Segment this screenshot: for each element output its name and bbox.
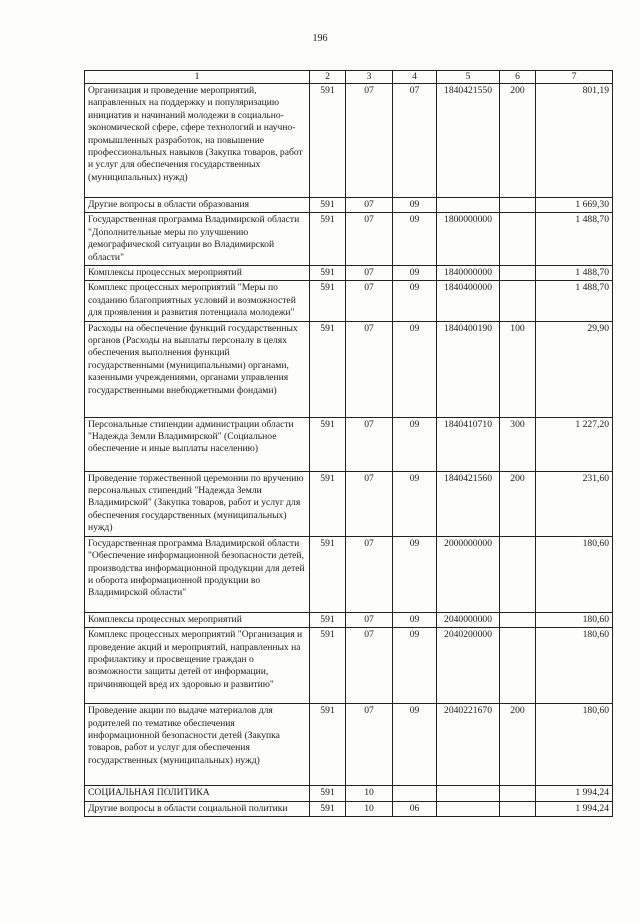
- row-name-cell: Организация и проведение мероприятий, направленных на поддержку и популяризацию инициатив и начинаний молодежи в социально-экономической сфере, сфере технологий и научно-промышленных разработок, на повышение профессиональных навыков (Закупка товаров, работ и услуг для обеспечения государственных (муниципальных) нужд): [85, 84, 310, 198]
- row-type-cell: 200: [500, 704, 536, 786]
- row-section-cell: 07: [346, 471, 393, 536]
- row-subsection-cell: 09: [393, 417, 437, 471]
- table-row: [85, 536, 613, 612]
- table-row: [85, 628, 613, 704]
- table-row: [85, 801, 613, 816]
- row-amount-cell: 180,60: [536, 704, 613, 786]
- row-amount-cell: 1 669,30: [536, 198, 613, 213]
- row-code-cell: 591: [310, 213, 346, 266]
- table-row: [85, 704, 613, 786]
- row-subsection-cell: 06: [393, 801, 437, 816]
- row-target-cell: 2040221670: [437, 704, 500, 786]
- row-code-cell: 591: [310, 628, 346, 704]
- table-row: [85, 786, 613, 801]
- row-amount-cell: 29,90: [536, 321, 613, 417]
- row-section-cell: 07: [346, 417, 393, 471]
- row-name-cell: СОЦИАЛЬНАЯ ПОЛИТИКА: [85, 786, 310, 801]
- row-subsection-cell: 09: [393, 612, 437, 627]
- row-subsection-cell: 09: [393, 281, 437, 321]
- row-amount-cell: 180,60: [536, 628, 613, 704]
- row-code-cell: 591: [310, 417, 346, 471]
- row-name-cell: Комплекс процессных мероприятий "Меры по созданию благоприятных условий и возможностей для проявления и развития потенциала молодежи": [85, 281, 310, 321]
- row-code-cell: 591: [310, 704, 346, 786]
- row-section-cell: 10: [346, 786, 393, 801]
- row-name-cell: Персональные стипендии администрации области "Надежда Земли Владимирской" (Социальное обеспечение и иные выплаты населению): [85, 417, 310, 471]
- row-name-cell: Комплексы процессных мероприятий: [85, 266, 310, 281]
- row-type-cell: 200: [500, 84, 536, 198]
- header-cell: 1: [85, 71, 310, 84]
- row-section-cell: 07: [346, 704, 393, 786]
- header-cell: 6: [500, 71, 536, 84]
- row-name-cell: Государственная программа Владимирской области "Обеспечение информационной безопасности детей, производства информационной продукции для детей и оборота информационной продукции во Владимирской области": [85, 536, 310, 612]
- row-subsection-cell: [393, 786, 437, 801]
- row-subsection-cell: 09: [393, 198, 437, 213]
- table-row: [85, 266, 613, 281]
- row-target-cell: 1840410710: [437, 417, 500, 471]
- row-subsection-cell: 09: [393, 628, 437, 704]
- row-section-cell: 07: [346, 213, 393, 266]
- row-amount-cell: 1 488,70: [536, 213, 613, 266]
- row-name-cell: Другие вопросы в области социальной политики: [85, 801, 310, 816]
- row-target-cell: 1840400000: [437, 281, 500, 321]
- row-target-cell: 1840400190: [437, 321, 500, 417]
- row-code-cell: 591: [310, 471, 346, 536]
- table-row: [85, 417, 613, 471]
- row-target-cell: 2000000000: [437, 536, 500, 612]
- table-row: [85, 321, 613, 417]
- row-target-cell: [437, 786, 500, 801]
- row-name-cell: Комплексы процессных мероприятий: [85, 612, 310, 627]
- table-row: [85, 471, 613, 536]
- header-cell: 5: [437, 71, 500, 84]
- row-subsection-cell: 09: [393, 704, 437, 786]
- row-amount-cell: 1 488,70: [536, 266, 613, 281]
- budget-table: [84, 70, 613, 817]
- header-row: [85, 71, 613, 84]
- row-type-cell: [500, 628, 536, 704]
- table-body: [85, 71, 613, 817]
- row-type-cell: [500, 801, 536, 816]
- header-cell: 4: [393, 71, 437, 84]
- row-amount-cell: 1 994,24: [536, 801, 613, 816]
- row-subsection-cell: 09: [393, 536, 437, 612]
- row-code-cell: 591: [310, 321, 346, 417]
- header-cell: 7: [536, 71, 613, 84]
- row-type-cell: [500, 213, 536, 266]
- row-amount-cell: 180,60: [536, 612, 613, 627]
- row-amount-cell: 231,60: [536, 471, 613, 536]
- row-name-cell: Расходы на обеспечение функций государственных органов (Расходы на выплаты персоналу в целях обеспечения выполнения функций государственными (муниципальными) органами, казенными учреждениями, органами управления государственными внебюджетными фондами): [85, 321, 310, 417]
- table-row: [85, 198, 613, 213]
- row-name-cell: Государственная программа Владимирской области "Дополнительные меры по улучшению демографической ситуации во Владимирской области": [85, 213, 310, 266]
- row-name-cell: Проведение торжественной церемонии по вручению персональных стипендий "Надежда Земли Владимирской" (Закупка товаров, работ и услуг для обеспечения государственных (муниципальных) нужд): [85, 471, 310, 536]
- row-code-cell: 591: [310, 536, 346, 612]
- row-target-cell: 1840421550: [437, 84, 500, 198]
- table-row: [85, 612, 613, 627]
- row-section-cell: 07: [346, 281, 393, 321]
- row-amount-cell: 801,19: [536, 84, 613, 198]
- row-code-cell: 591: [310, 786, 346, 801]
- row-name-cell: Проведение акции по выдаче материалов для родителей по тематике обеспечения информационной безопасности детей (Закупка товаров, работ и услуг для обеспечения государственных (муниципальных) нужд): [85, 704, 310, 786]
- row-type-cell: [500, 612, 536, 627]
- row-section-cell: 07: [346, 84, 393, 198]
- row-code-cell: 591: [310, 84, 346, 198]
- row-target-cell: 1800000000: [437, 213, 500, 266]
- row-subsection-cell: 09: [393, 213, 437, 266]
- row-type-cell: [500, 536, 536, 612]
- row-section-cell: 07: [346, 266, 393, 281]
- header-cell: 3: [346, 71, 393, 84]
- row-amount-cell: 180,60: [536, 536, 613, 612]
- row-target-cell: 1840000000: [437, 266, 500, 281]
- page-number: 196: [312, 33, 328, 44]
- row-amount-cell: 1 488,70: [536, 281, 613, 321]
- row-name-cell: Другие вопросы в области образования: [85, 198, 310, 213]
- row-amount-cell: 1 994,24: [536, 786, 613, 801]
- row-type-cell: 300: [500, 417, 536, 471]
- row-target-cell: [437, 801, 500, 816]
- row-type-cell: 100: [500, 321, 536, 417]
- row-section-cell: 07: [346, 612, 393, 627]
- row-subsection-cell: 09: [393, 471, 437, 536]
- row-amount-cell: 1 227,20: [536, 417, 613, 471]
- row-section-cell: 07: [346, 536, 393, 612]
- row-target-cell: 2040200000: [437, 628, 500, 704]
- row-name-cell: Комплекс процессных мероприятий "Организация и проведение акций и мероприятий, направленных на профилактику и просвещение граждан о возможности защиты детей от информации, причиняющей вред их здоровью и развитию": [85, 628, 310, 704]
- row-subsection-cell: 07: [393, 84, 437, 198]
- row-code-cell: 591: [310, 198, 346, 213]
- row-code-cell: 591: [310, 801, 346, 816]
- row-section-cell: 07: [346, 198, 393, 213]
- row-subsection-cell: 09: [393, 321, 437, 417]
- table-row: [85, 281, 613, 321]
- row-section-cell: 10: [346, 801, 393, 816]
- row-type-cell: [500, 786, 536, 801]
- header-cell: 2: [310, 71, 346, 84]
- row-type-cell: [500, 281, 536, 321]
- row-code-cell: 591: [310, 612, 346, 627]
- row-target-cell: [437, 198, 500, 213]
- row-code-cell: 591: [310, 281, 346, 321]
- row-target-cell: 2040000000: [437, 612, 500, 627]
- table-row: [85, 84, 613, 198]
- row-subsection-cell: 09: [393, 266, 437, 281]
- row-section-cell: 07: [346, 321, 393, 417]
- row-target-cell: 1840421560: [437, 471, 500, 536]
- row-section-cell: 07: [346, 628, 393, 704]
- row-code-cell: 591: [310, 266, 346, 281]
- row-type-cell: 200: [500, 471, 536, 536]
- table-row: [85, 213, 613, 266]
- row-type-cell: [500, 266, 536, 281]
- row-type-cell: [500, 198, 536, 213]
